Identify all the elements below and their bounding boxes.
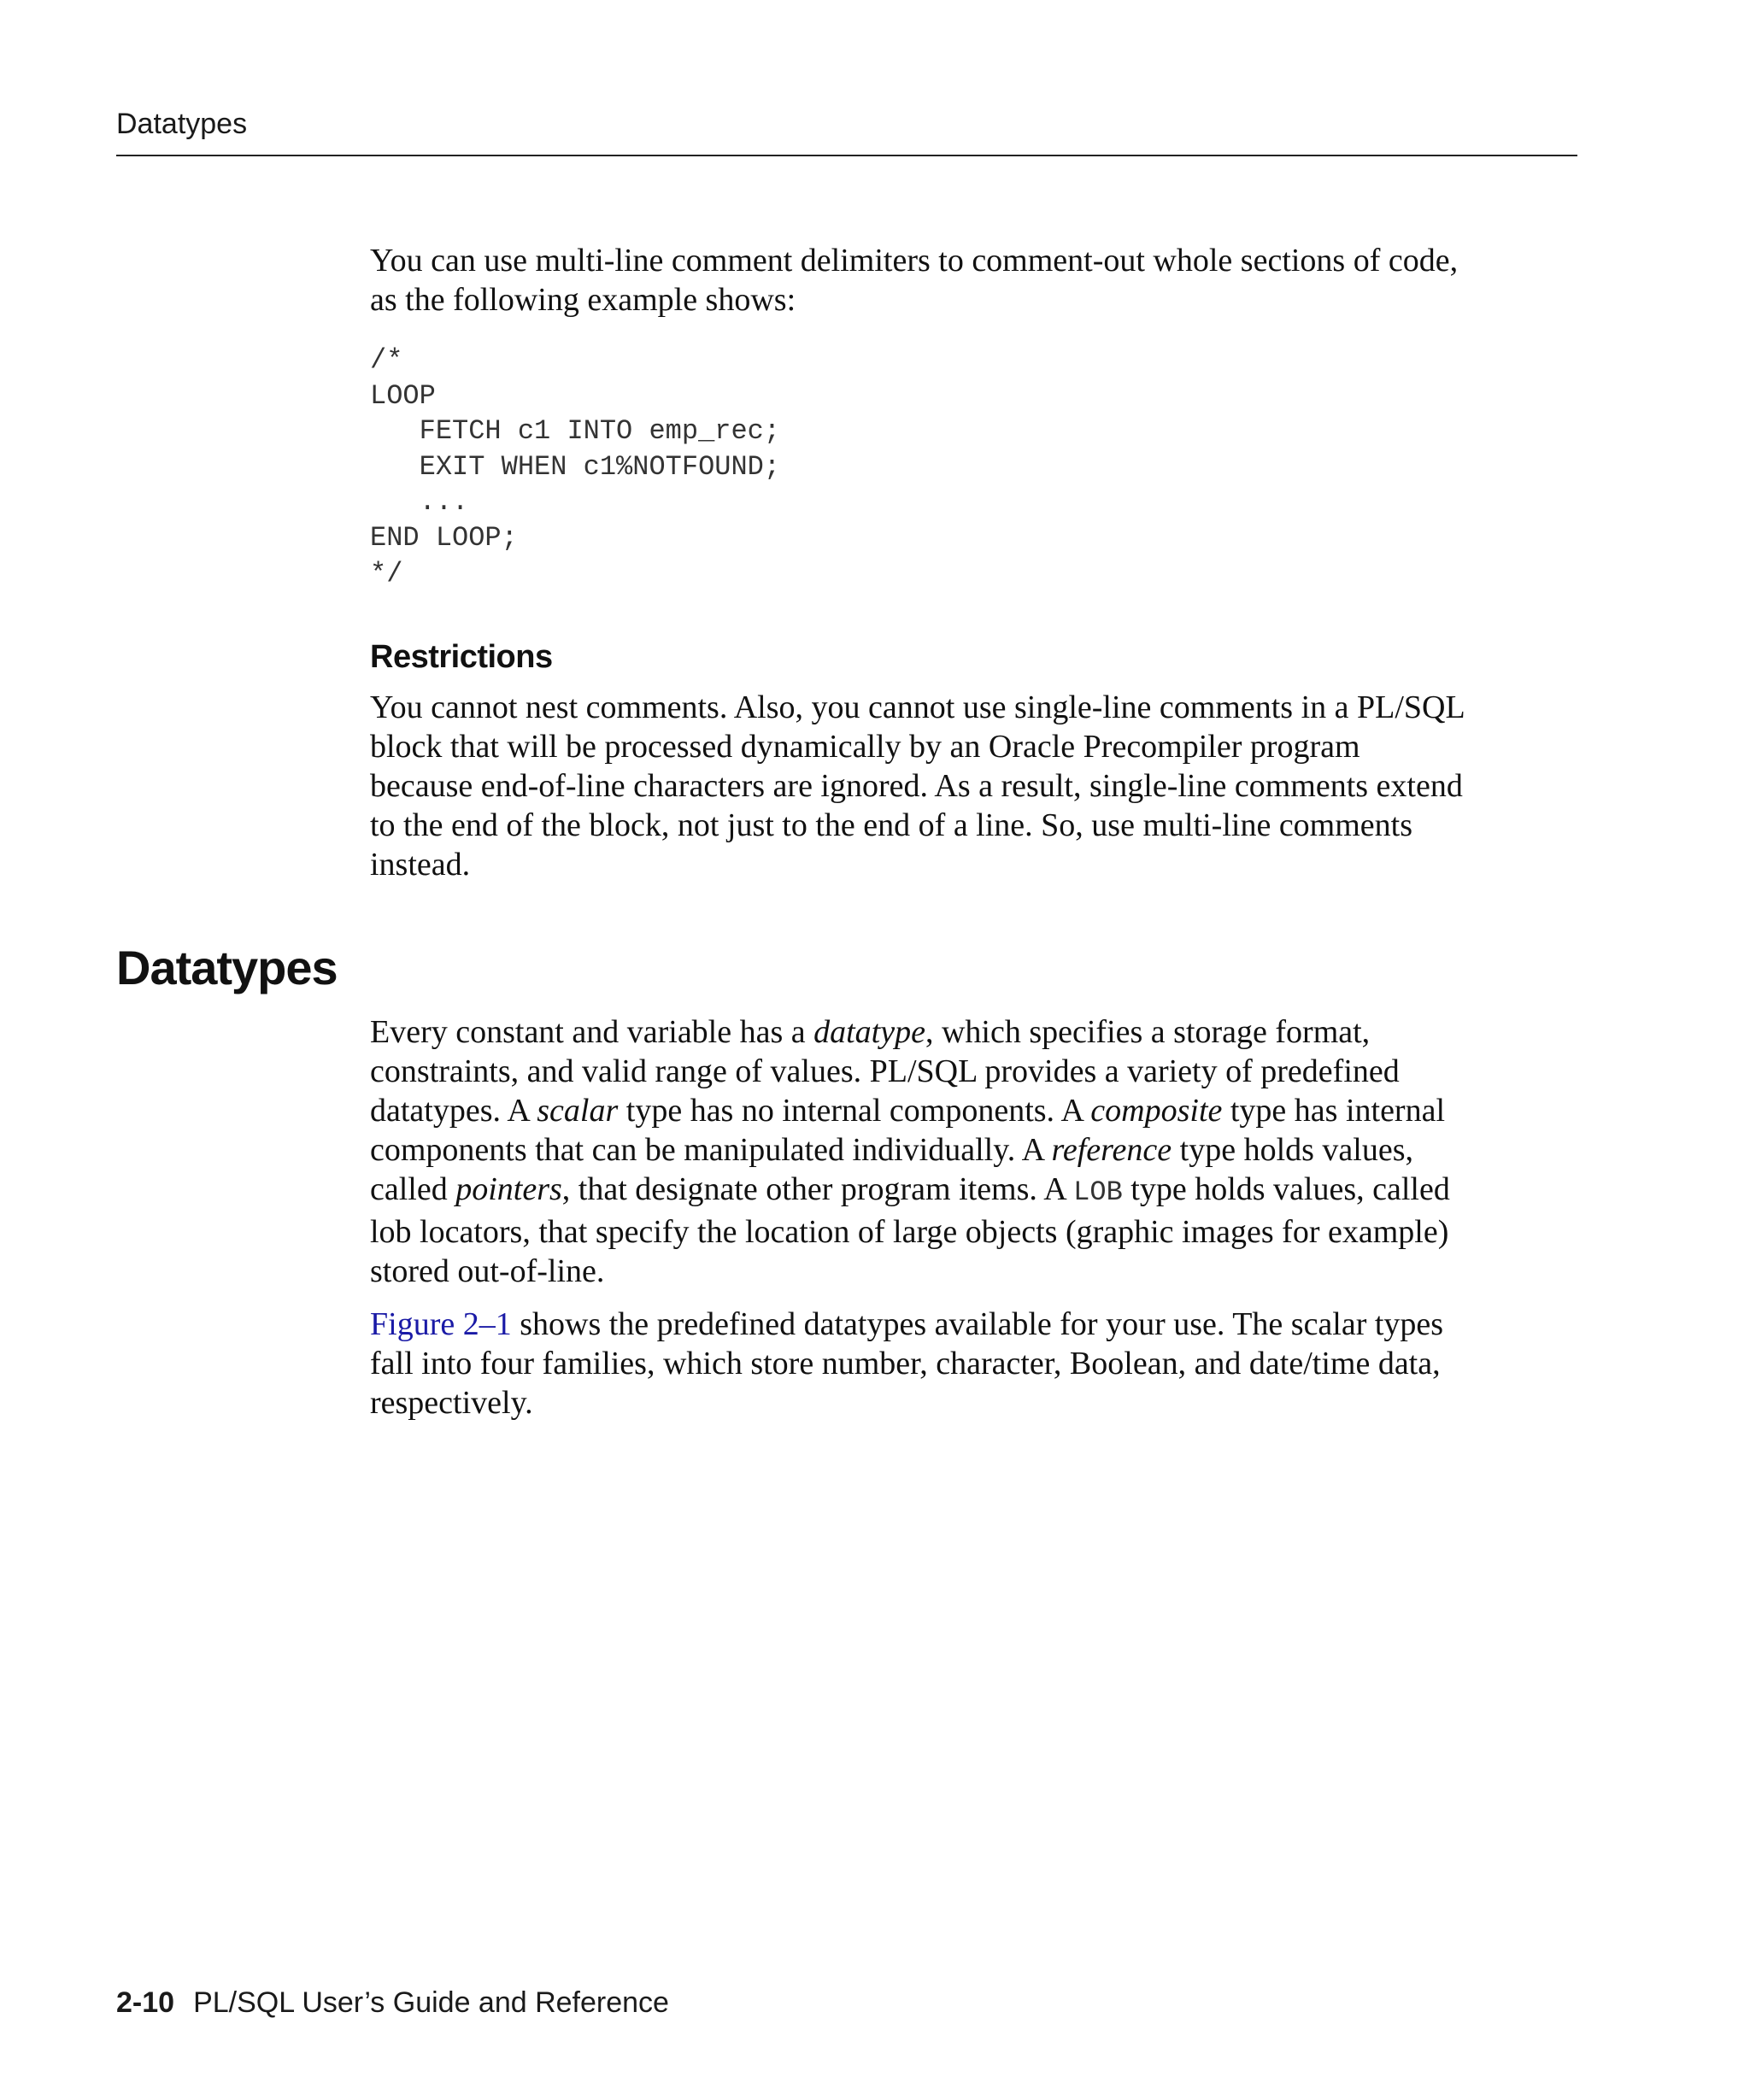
text-line: respectively. [370,1385,533,1421]
text-run: called [370,1171,456,1207]
code-line: FETCH c1 INTO emp_rec; [370,415,781,448]
term-scalar: scalar [537,1093,619,1129]
intro-paragraph [370,241,1583,320]
code-line: ... [370,486,469,519]
code-line: EXIT WHEN c1%NOTFOUND; [370,450,781,483]
code-term-lob: LOB [1073,1176,1123,1208]
text-line: because end-of-line characters are ignored. As a result, single-line comments extend [370,768,1463,804]
datatypes-heading: Datatypes [116,941,338,994]
text-line: block that will be processed dynamically by an Oracle Precompiler program [370,729,1360,765]
header-rule [116,155,1577,156]
datatypes-paragraph [370,1012,1583,1291]
figure-reference-paragraph [370,1305,1583,1422]
text-line [370,1091,1583,1130]
term-composite: composite [1090,1093,1223,1129]
code-example [370,343,780,591]
text-run: , which specifies a storage format, [925,1014,1371,1050]
text-line: constraints, and valid range of values. PL/SQL provides a variety of predefined [370,1053,1400,1089]
term-datatype: datatype [813,1014,925,1050]
restrictions-paragraph [370,688,1583,884]
text-line: instead. [370,847,471,883]
text-line [370,1170,1583,1212]
text-run: type has no internal components. A [618,1093,1091,1129]
text-run: datatypes. A [370,1093,537,1129]
text-run: Every constant and variable has a [370,1014,814,1050]
code-line: LOOP [370,379,436,412]
text-run: type holds values, [1172,1132,1413,1168]
book-title: PL/SQL User’s Guide and Reference [193,1986,669,2019]
text-line: You can use multi-line comment delimiters to comment-out whole sections of code, [370,243,1459,279]
text-line: fall into four families, which store number, character, Boolean, and date/time data, [370,1346,1441,1381]
page-footer [116,1986,669,2020]
running-head: Datatypes [116,108,248,140]
text-line [370,1305,1583,1344]
text-line [370,1012,1583,1052]
text-line: as the following example shows: [370,282,796,318]
text-run: type holds values, called [1122,1171,1450,1207]
text-run: shows the predefined datatypes available for your use. The scalar types [511,1306,1444,1342]
text-run: components that can be manipulated individually. A [370,1132,1052,1168]
page-number: 2-10 [116,1986,175,2019]
restrictions-heading: Restrictions [370,639,553,675]
code-line: */ [370,557,403,590]
code-line: /* [370,344,403,376]
text-run: , that designate other program items. A [561,1171,1074,1207]
text-line: to the end of the block, not just to the end of a line. So, use multi-line comments [370,807,1413,843]
code-line: END LOOP; [370,521,518,554]
term-pointers: pointers [455,1171,562,1207]
text-line: You cannot nest comments. Also, you cannot use single-line comments in a PL/SQL [370,689,1465,725]
text-line: stored out-of-line. [370,1253,605,1289]
text-run: type has internal [1222,1093,1446,1129]
text-line [370,1130,1583,1170]
term-reference: reference [1051,1132,1172,1168]
text-line: lob locators, that specify the location of large objects (graphic images for example) [370,1214,1449,1250]
figure-2-1-link[interactable]: Figure 2–1 [370,1306,512,1342]
